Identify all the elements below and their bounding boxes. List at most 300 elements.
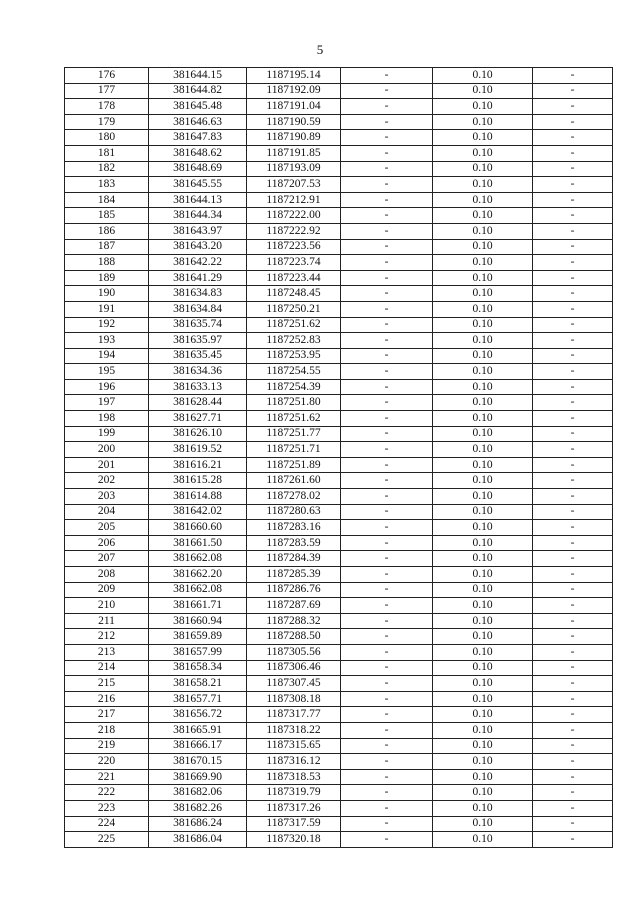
col6-cell: - <box>533 239 613 255</box>
table-row <box>65 644 613 660</box>
x-coordinate-cell: 381658.34 <box>149 660 247 676</box>
table-row <box>65 270 613 286</box>
x-coordinate-cell: 381644.34 <box>149 208 247 224</box>
y-coordinate-cell: 1187317.77 <box>247 707 341 723</box>
col5-cell: 0.10 <box>433 411 533 427</box>
point-number-cell: 193 <box>65 333 149 349</box>
x-coordinate-cell: 381658.21 <box>149 676 247 692</box>
y-coordinate-cell: 1187212.91 <box>247 192 341 208</box>
col5-cell: 0.10 <box>433 613 533 629</box>
point-number-cell: 196 <box>65 379 149 395</box>
col6-cell: - <box>533 161 613 177</box>
y-coordinate-cell: 1187248.45 <box>247 286 341 302</box>
table-row <box>65 582 613 598</box>
table-row <box>65 364 613 380</box>
col4-cell: - <box>341 769 433 785</box>
x-coordinate-cell: 381665.91 <box>149 722 247 738</box>
x-coordinate-cell: 381628.44 <box>149 395 247 411</box>
point-number-cell: 176 <box>65 68 149 84</box>
point-number-cell: 201 <box>65 457 149 473</box>
point-number-cell: 184 <box>65 192 149 208</box>
x-coordinate-cell: 381645.55 <box>149 177 247 193</box>
table-row <box>65 535 613 551</box>
col5-cell: 0.10 <box>433 473 533 489</box>
col5-cell: 0.10 <box>433 161 533 177</box>
x-coordinate-cell: 381662.08 <box>149 582 247 598</box>
col5-cell: 0.10 <box>433 582 533 598</box>
col4-cell: - <box>341 99 433 115</box>
point-number-cell: 190 <box>65 286 149 302</box>
point-number-cell: 222 <box>65 785 149 801</box>
point-number-cell: 200 <box>65 442 149 458</box>
col5-cell: 0.10 <box>433 145 533 161</box>
y-coordinate-cell: 1187251.62 <box>247 317 341 333</box>
x-coordinate-cell: 381686.04 <box>149 832 247 848</box>
col4-cell: - <box>341 192 433 208</box>
col5-cell: 0.10 <box>433 239 533 255</box>
point-number-cell: 198 <box>65 411 149 427</box>
col4-cell: - <box>341 567 433 583</box>
col5-cell: 0.10 <box>433 722 533 738</box>
x-coordinate-cell: 381661.71 <box>149 598 247 614</box>
y-coordinate-cell: 1187320.18 <box>247 832 341 848</box>
x-coordinate-cell: 381644.15 <box>149 68 247 84</box>
col5-cell: 0.10 <box>433 379 533 395</box>
col5-cell: 0.10 <box>433 738 533 754</box>
col6-cell: - <box>533 364 613 380</box>
col6-cell: - <box>533 348 613 364</box>
x-coordinate-cell: 381643.20 <box>149 239 247 255</box>
x-coordinate-cell: 381616.21 <box>149 457 247 473</box>
col5-cell: 0.10 <box>433 691 533 707</box>
col4-cell: - <box>341 395 433 411</box>
table-row <box>65 192 613 208</box>
col5-cell: 0.10 <box>433 457 533 473</box>
point-number-cell: 225 <box>65 832 149 848</box>
col5-cell: 0.10 <box>433 535 533 551</box>
table-row <box>65 114 613 130</box>
col4-cell: - <box>341 551 433 567</box>
table-row <box>65 520 613 536</box>
table-row <box>65 598 613 614</box>
col6-cell: - <box>533 395 613 411</box>
x-coordinate-cell: 381657.71 <box>149 691 247 707</box>
col5-cell: 0.10 <box>433 785 533 801</box>
table-row <box>65 301 613 317</box>
col6-cell: - <box>533 286 613 302</box>
col4-cell: - <box>341 660 433 676</box>
x-coordinate-cell: 381682.06 <box>149 785 247 801</box>
y-coordinate-cell: 1187315.65 <box>247 738 341 754</box>
col4-cell: - <box>341 489 433 505</box>
table-row <box>65 691 613 707</box>
point-number-cell: 178 <box>65 99 149 115</box>
col4-cell: - <box>341 691 433 707</box>
x-coordinate-cell: 381634.36 <box>149 364 247 380</box>
col6-cell: - <box>533 489 613 505</box>
point-number-cell: 208 <box>65 567 149 583</box>
col6-cell: - <box>533 644 613 660</box>
y-coordinate-cell: 1187307.45 <box>247 676 341 692</box>
y-coordinate-cell: 1187193.09 <box>247 161 341 177</box>
col5-cell: 0.10 <box>433 660 533 676</box>
y-coordinate-cell: 1187317.59 <box>247 816 341 832</box>
col6-cell: - <box>533 738 613 754</box>
col4-cell: - <box>341 130 433 146</box>
point-number-cell: 209 <box>65 582 149 598</box>
col4-cell: - <box>341 457 433 473</box>
point-number-cell: 219 <box>65 738 149 754</box>
table-row <box>65 145 613 161</box>
point-number-cell: 191 <box>65 301 149 317</box>
table-row <box>65 738 613 754</box>
col5-cell: 0.10 <box>433 192 533 208</box>
table-row <box>65 223 613 239</box>
col4-cell: - <box>341 223 433 239</box>
col6-cell: - <box>533 722 613 738</box>
col4-cell: - <box>341 161 433 177</box>
x-coordinate-cell: 381670.15 <box>149 754 247 770</box>
coordinates-table-body <box>65 68 613 848</box>
x-coordinate-cell: 381634.83 <box>149 286 247 302</box>
x-coordinate-cell: 381657.99 <box>149 644 247 660</box>
y-coordinate-cell: 1187222.92 <box>247 223 341 239</box>
col5-cell: 0.10 <box>433 800 533 816</box>
col5-cell: 0.10 <box>433 598 533 614</box>
y-coordinate-cell: 1187223.44 <box>247 270 341 286</box>
y-coordinate-cell: 1187317.26 <box>247 800 341 816</box>
y-coordinate-cell: 1187251.71 <box>247 442 341 458</box>
y-coordinate-cell: 1187190.59 <box>247 114 341 130</box>
col4-cell: - <box>341 832 433 848</box>
x-coordinate-cell: 381656.72 <box>149 707 247 723</box>
y-coordinate-cell: 1187306.46 <box>247 660 341 676</box>
col5-cell: 0.10 <box>433 832 533 848</box>
table-row <box>65 130 613 146</box>
col4-cell: - <box>341 145 433 161</box>
point-number-cell: 217 <box>65 707 149 723</box>
col6-cell: - <box>533 691 613 707</box>
col5-cell: 0.10 <box>433 68 533 84</box>
y-coordinate-cell: 1187207.53 <box>247 177 341 193</box>
col4-cell: - <box>341 442 433 458</box>
col4-cell: - <box>341 582 433 598</box>
x-coordinate-cell: 381626.10 <box>149 426 247 442</box>
y-coordinate-cell: 1187254.39 <box>247 379 341 395</box>
point-number-cell: 194 <box>65 348 149 364</box>
point-number-cell: 195 <box>65 364 149 380</box>
point-number-cell: 218 <box>65 722 149 738</box>
col6-cell: - <box>533 301 613 317</box>
col6-cell: - <box>533 99 613 115</box>
x-coordinate-cell: 381646.63 <box>149 114 247 130</box>
point-number-cell: 221 <box>65 769 149 785</box>
col5-cell: 0.10 <box>433 301 533 317</box>
y-coordinate-cell: 1187192.09 <box>247 83 341 99</box>
col4-cell: - <box>341 504 433 520</box>
col4-cell: - <box>341 535 433 551</box>
y-coordinate-cell: 1187191.04 <box>247 99 341 115</box>
y-coordinate-cell: 1187261.60 <box>247 473 341 489</box>
table-row <box>65 504 613 520</box>
col5-cell: 0.10 <box>433 317 533 333</box>
coordinates-table-container <box>64 67 612 848</box>
point-number-cell: 189 <box>65 270 149 286</box>
table-row <box>65 754 613 770</box>
col5-cell: 0.10 <box>433 348 533 364</box>
y-coordinate-cell: 1187286.76 <box>247 582 341 598</box>
col6-cell: - <box>533 613 613 629</box>
col6-cell: - <box>533 442 613 458</box>
point-number-cell: 192 <box>65 317 149 333</box>
col5-cell: 0.10 <box>433 816 533 832</box>
y-coordinate-cell: 1187252.83 <box>247 333 341 349</box>
point-number-cell: 211 <box>65 613 149 629</box>
col5-cell: 0.10 <box>433 270 533 286</box>
table-row <box>65 551 613 567</box>
table-row <box>65 769 613 785</box>
point-number-cell: 205 <box>65 520 149 536</box>
col6-cell: - <box>533 816 613 832</box>
y-coordinate-cell: 1187191.85 <box>247 145 341 161</box>
col6-cell: - <box>533 177 613 193</box>
y-coordinate-cell: 1187250.21 <box>247 301 341 317</box>
col6-cell: - <box>533 629 613 645</box>
col6-cell: - <box>533 660 613 676</box>
col4-cell: - <box>341 676 433 692</box>
col6-cell: - <box>533 411 613 427</box>
col6-cell: - <box>533 676 613 692</box>
x-coordinate-cell: 381615.28 <box>149 473 247 489</box>
col5-cell: 0.10 <box>433 286 533 302</box>
col6-cell: - <box>533 754 613 770</box>
table-row <box>65 99 613 115</box>
table-row <box>65 660 613 676</box>
point-number-cell: 203 <box>65 489 149 505</box>
table-row <box>65 239 613 255</box>
point-number-cell: 186 <box>65 223 149 239</box>
col6-cell: - <box>533 317 613 333</box>
y-coordinate-cell: 1187318.53 <box>247 769 341 785</box>
col6-cell: - <box>533 520 613 536</box>
col5-cell: 0.10 <box>433 83 533 99</box>
x-coordinate-cell: 381635.45 <box>149 348 247 364</box>
col4-cell: - <box>341 239 433 255</box>
col4-cell: - <box>341 707 433 723</box>
y-coordinate-cell: 1187285.39 <box>247 567 341 583</box>
x-coordinate-cell: 381666.17 <box>149 738 247 754</box>
table-row <box>65 816 613 832</box>
table-row <box>65 473 613 489</box>
col5-cell: 0.10 <box>433 114 533 130</box>
y-coordinate-cell: 1187254.55 <box>247 364 341 380</box>
table-row <box>65 161 613 177</box>
col4-cell: - <box>341 738 433 754</box>
col6-cell: - <box>533 83 613 99</box>
col6-cell: - <box>533 333 613 349</box>
col5-cell: 0.10 <box>433 395 533 411</box>
x-coordinate-cell: 381643.97 <box>149 223 247 239</box>
x-coordinate-cell: 381648.62 <box>149 145 247 161</box>
col6-cell: - <box>533 145 613 161</box>
y-coordinate-cell: 1187190.89 <box>247 130 341 146</box>
point-number-cell: 214 <box>65 660 149 676</box>
y-coordinate-cell: 1187222.00 <box>247 208 341 224</box>
table-row <box>65 395 613 411</box>
col5-cell: 0.10 <box>433 754 533 770</box>
col4-cell: - <box>341 348 433 364</box>
col4-cell: - <box>341 722 433 738</box>
x-coordinate-cell: 381682.26 <box>149 800 247 816</box>
col4-cell: - <box>341 255 433 271</box>
col5-cell: 0.10 <box>433 177 533 193</box>
col5-cell: 0.10 <box>433 130 533 146</box>
col5-cell: 0.10 <box>433 504 533 520</box>
col6-cell: - <box>533 785 613 801</box>
table-row <box>65 785 613 801</box>
table-row <box>65 676 613 692</box>
y-coordinate-cell: 1187288.32 <box>247 613 341 629</box>
col4-cell: - <box>341 785 433 801</box>
table-row <box>65 613 613 629</box>
point-number-cell: 183 <box>65 177 149 193</box>
col4-cell: - <box>341 754 433 770</box>
x-coordinate-cell: 381647.83 <box>149 130 247 146</box>
point-number-cell: 181 <box>65 145 149 161</box>
y-coordinate-cell: 1187251.89 <box>247 457 341 473</box>
x-coordinate-cell: 381660.60 <box>149 520 247 536</box>
y-coordinate-cell: 1187287.69 <box>247 598 341 614</box>
point-number-cell: 224 <box>65 816 149 832</box>
point-number-cell: 213 <box>65 644 149 660</box>
x-coordinate-cell: 381644.82 <box>149 83 247 99</box>
col6-cell: - <box>533 551 613 567</box>
x-coordinate-cell: 381633.13 <box>149 379 247 395</box>
col5-cell: 0.10 <box>433 489 533 505</box>
col4-cell: - <box>341 520 433 536</box>
table-row <box>65 426 613 442</box>
x-coordinate-cell: 381662.08 <box>149 551 247 567</box>
x-coordinate-cell: 381660.94 <box>149 613 247 629</box>
col4-cell: - <box>341 644 433 660</box>
point-number-cell: 199 <box>65 426 149 442</box>
col6-cell: - <box>533 426 613 442</box>
x-coordinate-cell: 381634.84 <box>149 301 247 317</box>
y-coordinate-cell: 1187280.63 <box>247 504 341 520</box>
y-coordinate-cell: 1187319.79 <box>247 785 341 801</box>
point-number-cell: 197 <box>65 395 149 411</box>
table-row <box>65 411 613 427</box>
point-number-cell: 180 <box>65 130 149 146</box>
x-coordinate-cell: 381661.50 <box>149 535 247 551</box>
coordinates-table <box>64 67 613 848</box>
col4-cell: - <box>341 333 433 349</box>
col4-cell: - <box>341 629 433 645</box>
col5-cell: 0.10 <box>433 208 533 224</box>
col4-cell: - <box>341 379 433 395</box>
y-coordinate-cell: 1187288.50 <box>247 629 341 645</box>
col4-cell: - <box>341 364 433 380</box>
col4-cell: - <box>341 270 433 286</box>
x-coordinate-cell: 381614.88 <box>149 489 247 505</box>
y-coordinate-cell: 1187251.62 <box>247 411 341 427</box>
point-number-cell: 220 <box>65 754 149 770</box>
col6-cell: - <box>533 504 613 520</box>
col4-cell: - <box>341 426 433 442</box>
col6-cell: - <box>533 707 613 723</box>
point-number-cell: 182 <box>65 161 149 177</box>
col6-cell: - <box>533 800 613 816</box>
x-coordinate-cell: 381662.20 <box>149 567 247 583</box>
table-row <box>65 68 613 84</box>
col5-cell: 0.10 <box>433 223 533 239</box>
point-number-cell: 202 <box>65 473 149 489</box>
table-row <box>65 442 613 458</box>
col6-cell: - <box>533 270 613 286</box>
y-coordinate-cell: 1187305.56 <box>247 644 341 660</box>
table-row <box>65 832 613 848</box>
col5-cell: 0.10 <box>433 255 533 271</box>
point-number-cell: 185 <box>65 208 149 224</box>
page-number: 5 <box>316 42 324 57</box>
x-coordinate-cell: 381686.24 <box>149 816 247 832</box>
col5-cell: 0.10 <box>433 629 533 645</box>
col5-cell: 0.10 <box>433 707 533 723</box>
y-coordinate-cell: 1187284.39 <box>247 551 341 567</box>
point-number-cell: 187 <box>65 239 149 255</box>
point-number-cell: 206 <box>65 535 149 551</box>
x-coordinate-cell: 381669.90 <box>149 769 247 785</box>
x-coordinate-cell: 381644.13 <box>149 192 247 208</box>
point-number-cell: 212 <box>65 629 149 645</box>
col5-cell: 0.10 <box>433 442 533 458</box>
y-coordinate-cell: 1187251.77 <box>247 426 341 442</box>
table-row <box>65 348 613 364</box>
col6-cell: - <box>533 598 613 614</box>
x-coordinate-cell: 381641.29 <box>149 270 247 286</box>
point-number-cell: 188 <box>65 255 149 271</box>
point-number-cell: 207 <box>65 551 149 567</box>
x-coordinate-cell: 381619.52 <box>149 442 247 458</box>
col5-cell: 0.10 <box>433 567 533 583</box>
x-coordinate-cell: 381627.71 <box>149 411 247 427</box>
table-row <box>65 629 613 645</box>
point-number-cell: 204 <box>65 504 149 520</box>
col5-cell: 0.10 <box>433 676 533 692</box>
table-row <box>65 317 613 333</box>
y-coordinate-cell: 1187253.95 <box>247 348 341 364</box>
point-number-cell: 215 <box>65 676 149 692</box>
col5-cell: 0.10 <box>433 333 533 349</box>
table-row <box>65 457 613 473</box>
col4-cell: - <box>341 301 433 317</box>
table-row <box>65 208 613 224</box>
y-coordinate-cell: 1187251.80 <box>247 395 341 411</box>
col6-cell: - <box>533 567 613 583</box>
table-row <box>65 333 613 349</box>
y-coordinate-cell: 1187278.02 <box>247 489 341 505</box>
col6-cell: - <box>533 769 613 785</box>
col5-cell: 0.10 <box>433 769 533 785</box>
x-coordinate-cell: 381659.89 <box>149 629 247 645</box>
y-coordinate-cell: 1187195.14 <box>247 68 341 84</box>
y-coordinate-cell: 1187283.16 <box>247 520 341 536</box>
col4-cell: - <box>341 83 433 99</box>
x-coordinate-cell: 381642.22 <box>149 255 247 271</box>
col4-cell: - <box>341 177 433 193</box>
point-number-cell: 216 <box>65 691 149 707</box>
y-coordinate-cell: 1187308.18 <box>247 691 341 707</box>
